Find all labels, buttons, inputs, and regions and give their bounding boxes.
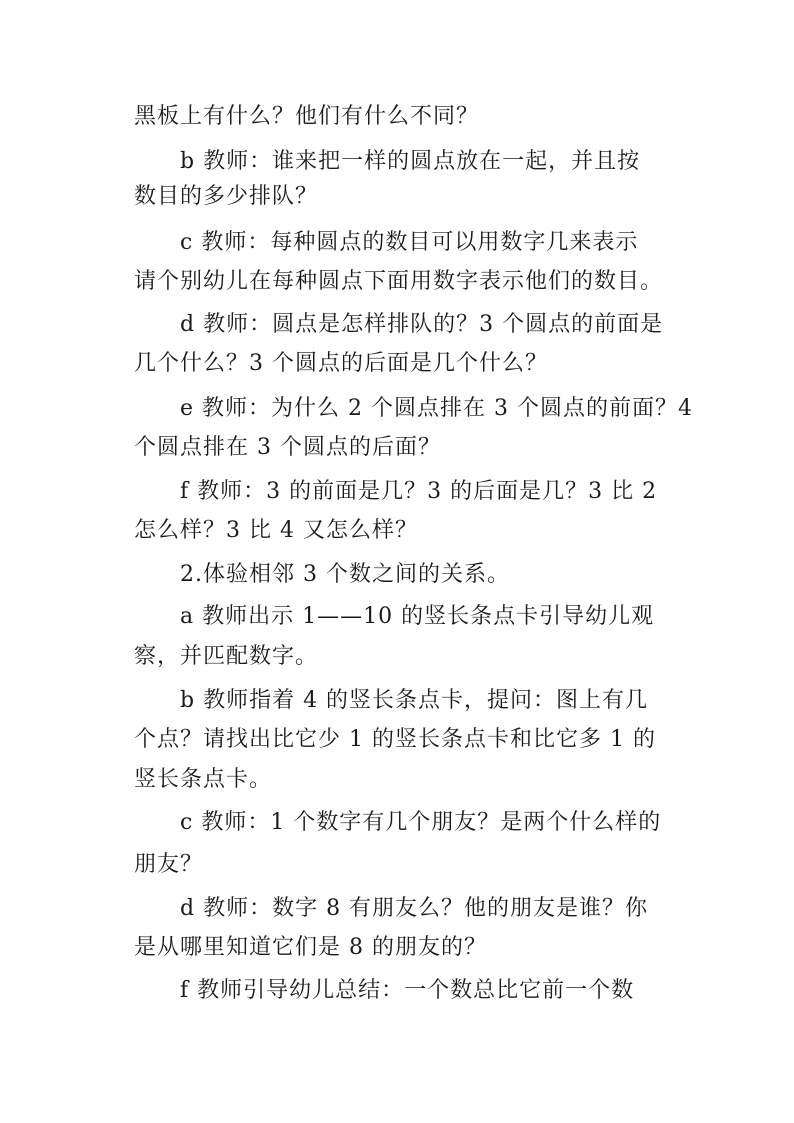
text-line: 请个别幼儿在每种圆点下面用数字表示他们的数目。 bbox=[134, 269, 664, 294]
text-line: d 教师：数字 8 有朋友么？他的朋友是谁？你 bbox=[180, 896, 649, 921]
text-line: f 教师：3 的前面是几？3 的后面是几？3 比 2 bbox=[180, 479, 658, 504]
text-line: f 教师引导幼儿总结：一个数总比它前一个数 bbox=[180, 978, 635, 1003]
text-line: 2.体验相邻 3 个数之间的关系。 bbox=[180, 562, 510, 587]
text-line: b 教师：谁来把一样的圆点放在一起，并且按 bbox=[180, 149, 641, 174]
text-line: a 教师出示 1——10 的竖长条点卡引导幼儿观 bbox=[180, 604, 655, 629]
text-line: 是从哪里知道它们是 8 的朋友的？ bbox=[134, 935, 487, 960]
text-line: c 教师：1 个数字有几个朋友？是两个什么样的 bbox=[180, 810, 662, 835]
text-line: 竖长条点卡。 bbox=[134, 767, 273, 792]
text-line: 朋友？ bbox=[134, 852, 204, 877]
text-line: 几个什么？3 个圆点的后面是几个什么？ bbox=[134, 351, 548, 376]
text-line: b 教师指着 4 的竖长条点卡，提问：图上有几 bbox=[180, 688, 649, 713]
text-line: e 教师：为什么 2 个圆点排在 3 个圆点的前面？4 bbox=[180, 396, 693, 421]
text-line: 怎么样？3 比 4 又怎么样？ bbox=[134, 518, 418, 543]
text-line: d 教师：圆点是怎样排队的？3 个圆点的前面是 bbox=[180, 312, 664, 337]
text-line: 数目的多少排队？ bbox=[134, 184, 319, 209]
text-line: c 教师：每种圆点的数目可以用数字几来表示 bbox=[180, 230, 639, 255]
text-line: 个点？请找出比它少 1 的竖长条点卡和比它多 1 的 bbox=[134, 727, 656, 752]
text-line: 察，并匹配数字。 bbox=[134, 644, 319, 669]
text-line: 个圆点排在 3 个圆点的后面？ bbox=[134, 435, 441, 460]
text-line: 黑板上有什么？他们有什么不同？ bbox=[134, 104, 480, 129]
